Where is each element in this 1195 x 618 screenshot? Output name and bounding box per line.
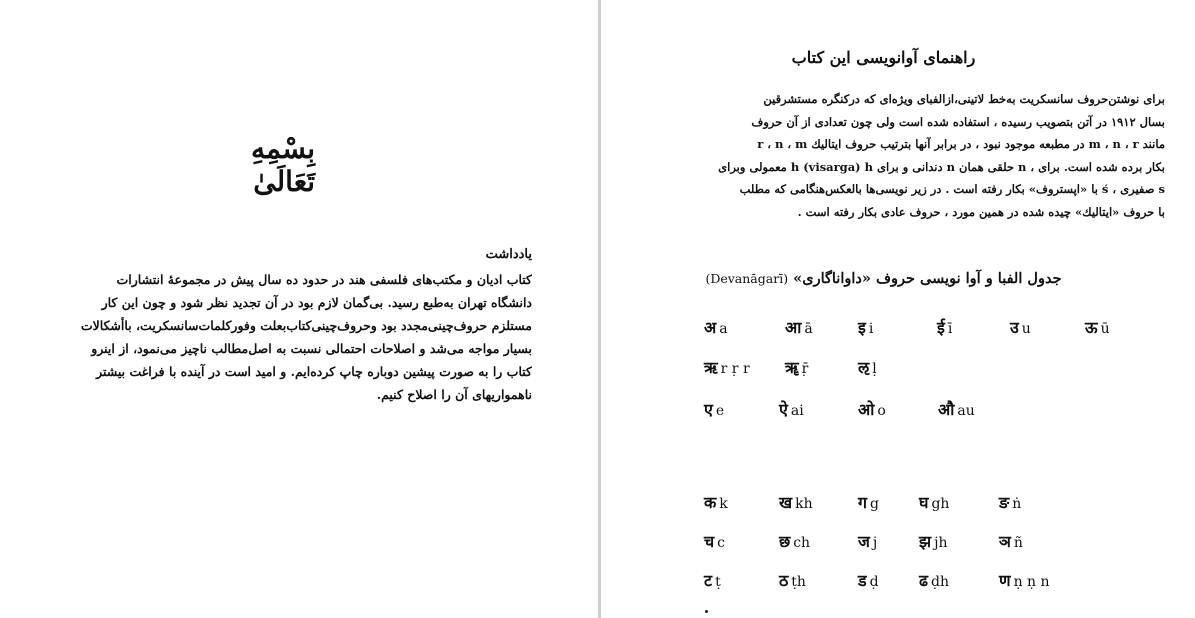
roman-transliteration: jh [934, 535, 948, 551]
guide-line: با حروف «ايتاليك» چيده شده در همين مورد ، حروف عادى بكار رفته است . [797, 204, 1165, 219]
devanagari-glyph: ङ [999, 493, 1010, 512]
guide-line: s صفيرى ، ś با «اپستروف» بكار رفته است . در زير نويسى‌ها بالعكس‌هنگامى كه مطلب [739, 182, 1165, 196]
alphabet-cell [704, 316, 728, 338]
ink-speck [705, 610, 708, 613]
roman-transliteration: u [1021, 321, 1031, 337]
roman-transliteration: ṝ [801, 361, 809, 377]
devanagari-glyph: च [704, 532, 715, 551]
roman-transliteration: ḍh [931, 574, 949, 590]
alphabet-cell [858, 398, 886, 420]
note-heading: يادداشت [485, 247, 532, 262]
roman-transliteration: ch [793, 535, 811, 551]
note-line: مستلزم حروف‌چينى‌مجدد بود وحروف‌چينى‌كتاب‌بعلت وفوركلمات‌سانسكريت، باأشكالات [80, 318, 532, 333]
right-page [601, 0, 1195, 618]
roman-transliteration: ñ [1013, 535, 1023, 551]
roman-transliteration: au [957, 403, 975, 419]
devanagari-glyph: ख [779, 493, 793, 512]
devanagari-glyph: क [704, 493, 717, 512]
alphabet-cell [785, 356, 808, 378]
alphabet-cell [858, 530, 877, 552]
roman-transliteration: kh [795, 496, 813, 512]
note-line: بسيار مواجه مى‌شد و اصلاحات احتمالى نسبت به اصل‌مطالب ناچيز مى‌نمود، از اينرو [91, 341, 532, 356]
devanagari-glyph: ग [858, 493, 868, 512]
roman-transliteration: ṅ [1012, 496, 1022, 512]
devanagari-glyph: ट [704, 571, 713, 590]
note-body [26, 268, 532, 406]
alphabet-cell [1010, 316, 1031, 338]
note-line: دانشگاه تهران بەطبع رسيد. بى‌گمان لازم بود در آن تجديد نظر شود و چون اين كار [101, 295, 532, 310]
devanagari-glyph: झ [919, 532, 932, 551]
alphabet-cell [938, 398, 975, 420]
devanagari-glyph: ञ [999, 532, 1011, 551]
alphabet-cell [919, 530, 947, 552]
alphabet-cell [999, 491, 1021, 513]
devanagari-glyph: ज [858, 532, 870, 551]
alphabet-cell [779, 491, 813, 513]
note-line: كتاب اديان و مكتب‌هاى فلسفى هند در حدود ده سال پيش در مجموعهٔ انتشارات [116, 272, 532, 287]
roman-transliteration: i [868, 321, 874, 337]
roman-transliteration: r ṛ r [720, 361, 750, 377]
roman-transliteration: j [872, 535, 878, 551]
alphabet-table-title [601, 270, 1166, 287]
devanagari-glyph: घ [919, 493, 929, 512]
basmala-calligraphy: بِسْمِهِ تَعَالَىٰ [251, 132, 315, 198]
alphabet-cell [704, 398, 724, 420]
roman-transliteration: gh [931, 496, 950, 512]
roman-transliteration: ṇ ṇ n [1013, 574, 1050, 590]
alphabet-cell [937, 316, 952, 338]
alphabet-table-title-latin: (Devanāgarī) [705, 271, 789, 286]
devanagari-glyph: अ [704, 318, 717, 337]
roman-transliteration: ṭh [791, 574, 806, 590]
alphabet-cell [779, 569, 806, 591]
alphabet-cell [1085, 316, 1110, 338]
devanagari-glyph: ठ [779, 571, 789, 590]
roman-transliteration: ḷ [872, 361, 877, 377]
alphabet-cell [999, 569, 1050, 591]
alphabet-table-title-text: جدول الفبا و آوا نويسى حروف «داواناگارى» [793, 270, 1062, 287]
guide-line: بسال ۱۹۱۲ در آتن بتصويب رسيده ، استفاده شده است ولى چون تعدادى از آن حروف [751, 114, 1165, 129]
guide-line: براى نوشتن‌حروف سانسكريت به‌خط لاتينى،ازالفباى ويژه‌اى كه دركنگره مستشرقين [763, 92, 1165, 106]
roman-transliteration: a [719, 321, 728, 337]
devanagari-glyph: औ [938, 400, 955, 419]
devanagari-glyph: ओ [858, 400, 875, 419]
roman-transliteration: o [877, 403, 886, 419]
alphabet-cell [999, 530, 1023, 552]
alphabet-cell [919, 491, 949, 513]
devanagari-glyph: छ [779, 532, 791, 551]
devanagari-glyph: ऐ [779, 400, 788, 419]
devanagari-glyph: आ [785, 318, 802, 337]
roman-transliteration: c [717, 535, 726, 551]
roman-transliteration: ai [790, 403, 804, 419]
roman-transliteration: ā [804, 321, 813, 337]
roman-transliteration: e [715, 403, 725, 419]
alphabet-cell [704, 569, 721, 591]
alphabet-cell [919, 569, 949, 591]
devanagari-glyph: इ [858, 318, 866, 337]
note-line: كتاب را به صورت پيشين دوباره چاپ كرده‌ايم. و اميد است در آينده با فراغت بيشتر [96, 364, 532, 379]
alphabet-cell [858, 316, 873, 338]
devanagari-glyph: ऊ [1085, 318, 1098, 337]
transliteration-guide-body [671, 88, 1165, 223]
devanagari-glyph: ऌ [858, 358, 870, 377]
alphabet-cell [858, 569, 879, 591]
roman-transliteration: ī [947, 321, 953, 337]
guide-line: مانند m ، n ، r در مطبعه موجود نبود ، در برابر آنها بترتيب حروف ايتاليك r ، n ، m [757, 137, 1165, 151]
devanagari-glyph: ई [937, 318, 945, 337]
alphabet-cell [704, 530, 725, 552]
devanagari-glyph: ऋ [704, 358, 718, 377]
alphabet-cell [704, 491, 728, 513]
alphabet-cell [858, 356, 877, 378]
devanagari-glyph: ण [999, 571, 1011, 590]
note-line: ناهمواريهاى آن را اصلاح كنيم. [376, 387, 532, 402]
alphabet-cell [858, 491, 879, 513]
devanagari-glyph: उ [1010, 318, 1019, 337]
guide-line: بكار برده شده است. براى ، n حلقى همان n دندانى و براى h (visarga) h معمولى وبراى [718, 159, 1165, 174]
roman-transliteration: ḍ [869, 574, 879, 590]
devanagari-glyph: ॠ [785, 358, 799, 377]
alphabet-cell [779, 530, 810, 552]
roman-transliteration: g [870, 496, 879, 512]
devanagari-glyph: ए [704, 400, 713, 419]
alphabet-cell [704, 356, 750, 378]
transliteration-guide-title: راهنماى آوانويسى اين كتاب [791, 48, 976, 67]
roman-transliteration: ṭ [715, 574, 721, 590]
devanagari-glyph: ढ [919, 571, 929, 590]
roman-transliteration: k [719, 496, 728, 512]
alphabet-cell [785, 316, 813, 338]
devanagari-glyph: ड [858, 571, 867, 590]
alphabet-cell [779, 398, 804, 420]
roman-transliteration: ū [1100, 321, 1110, 337]
